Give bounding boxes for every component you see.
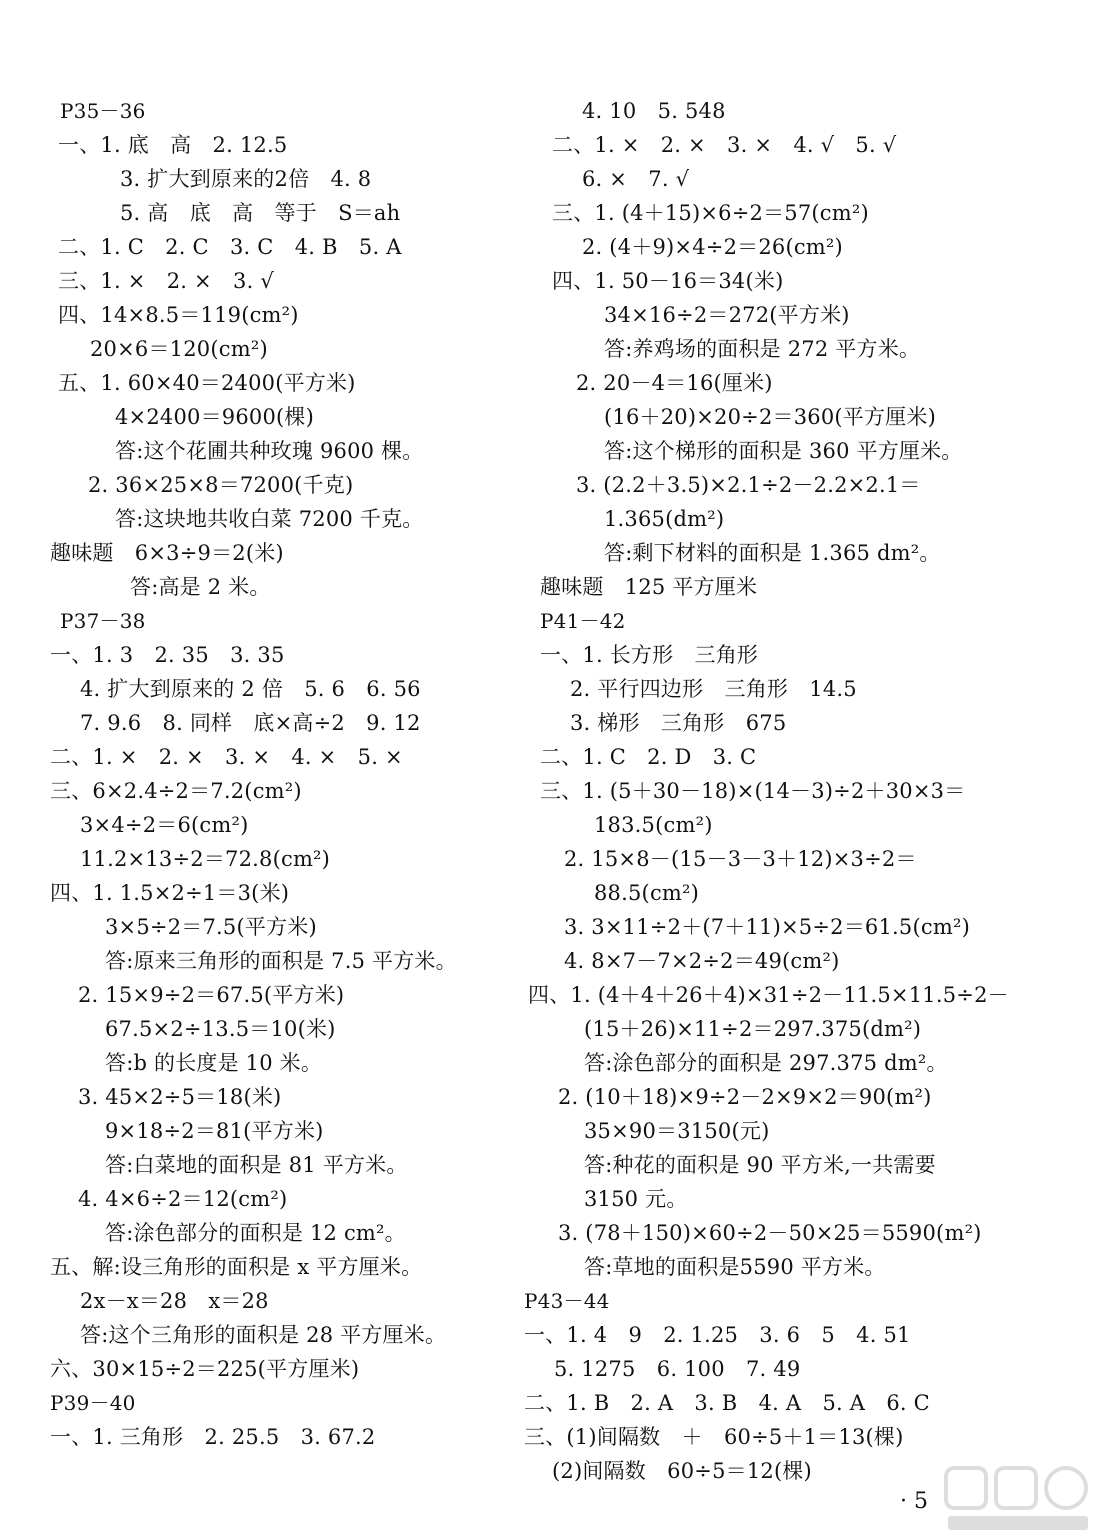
answer-line: 3. 扩大到原来的2倍 4. 8 [120, 167, 372, 191]
answer-line: 4. 8×7－7×2÷2＝49(cm²) [564, 949, 840, 973]
answer-line: 67.5×2÷13.5＝10(米) [105, 1017, 336, 1041]
answer-line: 2. (4＋9)×4÷2＝26(cm²) [582, 235, 843, 259]
answer-line: 3. 45×2÷5＝18(米) [78, 1085, 282, 1109]
answer-line: 3. (78＋150)×60÷2－50×25＝5590(m²) [558, 1221, 982, 1245]
answer-line: 2. 15×9÷2＝67.5(平方米) [78, 983, 345, 1007]
answer-line: 20×6＝120(cm²) [90, 337, 268, 361]
answer-line: 35×90＝3150(元) [584, 1119, 770, 1143]
answer-line: (16＋20)×20÷2＝360(平方厘米) [604, 405, 936, 429]
answer-line: 答:高是 2 米。 [130, 575, 271, 599]
answer-line: 二、1. C 2. C 3. C 4. B 5. A [58, 235, 402, 259]
answer-line: 六、30×15÷2＝225(平方厘米) [50, 1357, 360, 1381]
answer-line: 6. × 7. √ [582, 167, 690, 191]
answer-line: 一、1. 三角形 2. 25.5 3. 67.2 [50, 1425, 376, 1449]
answer-line: 趣味题 125 平方厘米 [540, 575, 758, 599]
section-heading-p39-40: P39－40 [50, 1391, 136, 1415]
answer-line: 3. 梯形 三角形 675 [570, 711, 787, 735]
answer-line: 四、1. (4＋4＋26＋4)×31÷2－11.5×11.5÷2－ [528, 983, 1009, 1007]
answer-line: 3×4÷2＝6(cm²) [80, 813, 249, 837]
answer-line: 一、1. 底 高 2. 12.5 [58, 133, 288, 157]
answer-line: 答:b 的长度是 10 米。 [105, 1051, 323, 1075]
answer-line: 答:养鸡场的面积是 272 平方米。 [604, 337, 921, 361]
answer-line: 二、1. × 2. × 3. × 4. √ 5. √ [552, 133, 897, 157]
answer-line: 4. 4×6÷2＝12(cm²) [78, 1187, 288, 1211]
answer-line: 四、14×8.5＝119(cm²) [58, 303, 299, 327]
answer-line: 5. 高 底 高 等于 S＝ah [120, 201, 401, 225]
answer-line: 二、1. C 2. D 3. C [540, 745, 757, 769]
answer-line: 3150 元。 [584, 1187, 688, 1211]
answer-line: 3×5÷2＝7.5(平方米) [105, 915, 317, 939]
answer-line: 三、1. (4＋15)×6÷2＝57(cm²) [552, 201, 869, 225]
answer-line: 9×18÷2＝81(平方米) [105, 1119, 324, 1143]
answer-line: 11.2×13÷2＝72.8(cm²) [80, 847, 331, 871]
answer-line: 五、1. 60×40＝2400(平方米) [58, 371, 356, 395]
answer-line: 三、1. (5＋30－18)×(14－3)÷2＋30×3＝ [540, 779, 966, 803]
answer-line: 34×16÷2＝272(平方米) [604, 303, 850, 327]
answer-line: 2x－x＝28 x＝28 [80, 1289, 269, 1313]
page-number: · 5 [900, 1489, 928, 1514]
answer-line: 7. 9.6 8. 同样 底×高÷2 9. 12 [80, 711, 421, 735]
answer-line: 四、1. 50－16＝34(米) [552, 269, 784, 293]
answer-line: 三、(1)间隔数 ＋ 60÷5＋1＝13(棵) [524, 1425, 904, 1449]
answer-line: 一、1. 3 2. 35 3. 35 [50, 643, 285, 667]
answer-line: 答:这个梯形的面积是 360 平方厘米。 [604, 439, 963, 463]
answer-line: 答:这个花圃共种玫瑰 9600 棵。 [115, 439, 424, 463]
answer-line: 答:原来三角形的面积是 7.5 平方米。 [105, 949, 457, 973]
answer-line: 三、6×2.4÷2＝7.2(cm²) [50, 779, 302, 803]
answer-line: 答:剩下材料的面积是 1.365 dm²。 [604, 541, 941, 565]
answer-line: 88.5(cm²) [594, 881, 700, 905]
answer-line: 四、1. 1.5×2÷1＝3(米) [50, 881, 290, 905]
answer-line: 答:这块地共收白菜 7200 千克。 [115, 507, 424, 531]
section-heading-p43-44: P43－44 [524, 1289, 610, 1313]
answer-line: 1.365(dm²) [604, 507, 725, 531]
answer-line: 答:草地的面积是5590 平方米。 [584, 1255, 886, 1279]
section-heading-p41-42: P41－42 [540, 609, 626, 633]
answer-line: 一、1. 4 9 2. 1.25 3. 6 5 4. 51 [524, 1323, 911, 1347]
answer-line: 183.5(cm²) [594, 813, 713, 837]
answer-line: 一、1. 长方形 三角形 [540, 643, 759, 667]
answer-line: 三、1. × 2. × 3. √ [58, 269, 274, 293]
answer-line: 趣味题 6×3÷9＝2(米) [50, 541, 284, 565]
watermark-logo-icon [936, 1464, 1103, 1536]
answer-line: 2. 平行四边形 三角形 14.5 [570, 677, 857, 701]
section-heading-p37-38: P37－38 [60, 609, 146, 633]
answer-line: 3. 3×11÷2＋(7＋11)×5÷2＝61.5(cm²) [564, 915, 970, 939]
answer-line: 4. 扩大到原来的 2 倍 5. 6 6. 56 [80, 677, 421, 701]
answer-line: 2. (10＋18)×9÷2－2×9×2＝90(m²) [558, 1085, 932, 1109]
answer-line: 4×2400＝9600(棵) [115, 405, 315, 429]
answer-line: 答:这个三角形的面积是 28 平方厘米。 [80, 1323, 447, 1347]
section-heading-p35-36: P35－36 [60, 99, 146, 123]
answer-line: 二、1. B 2. A 3. B 4. A 5. A 6. C [524, 1391, 930, 1415]
answer-line: 二、1. × 2. × 3. × 4. × 5. × [50, 745, 403, 769]
answer-line: 5. 1275 6. 100 7. 49 [554, 1357, 801, 1381]
answer-line: 2. 15×8－(15－3－3＋12)×3÷2＝ [564, 847, 917, 871]
answer-line: 2. 36×25×8＝7200(千克) [88, 473, 354, 497]
answer-line: 答:涂色部分的面积是 12 cm²。 [105, 1221, 406, 1245]
answer-line: 五、解:设三角形的面积是 x 平方厘米。 [50, 1255, 423, 1279]
answer-line: 4. 10 5. 548 [582, 99, 726, 123]
answer-line: (15＋26)×11÷2＝297.375(dm²) [584, 1017, 922, 1041]
answer-line: (2)间隔数 60÷5＝12(棵) [552, 1459, 812, 1483]
answer-line: 答:涂色部分的面积是 297.375 dm²。 [584, 1051, 948, 1075]
answer-line: 2. 20－4＝16(厘米) [576, 371, 773, 395]
answer-line: 答:白菜地的面积是 81 平方米。 [105, 1153, 408, 1177]
answer-line: 答:种花的面积是 90 平方米,一共需要 [584, 1153, 936, 1177]
answer-line: 3. (2.2＋3.5)×2.1÷2－2.2×2.1＝ [576, 473, 921, 497]
